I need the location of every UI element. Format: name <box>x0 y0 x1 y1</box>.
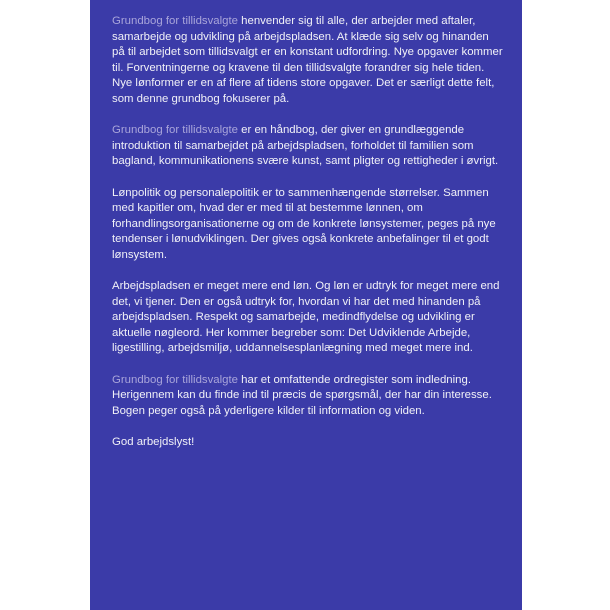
book-back-cover <box>90 0 522 610</box>
closing-line: God arbejdslyst! <box>112 436 195 448</box>
paragraph-wage-policy <box>112 186 504 264</box>
book-title-highlight: Grundbog for tillidsvalgte <box>112 373 238 386</box>
paragraph-text: Lønpolitik og personalepolitik er to sammenhængende størrelser. Sammen med kapitler om, hvad der er med til at bestemme lønnen, om forhandlingsorganisationerne og om de konkrete lønsystemer, peges på nye tendenser i lønudviklingen. Der gives også konkrete anbefalinger til et godt lønsystem. <box>112 186 496 261</box>
book-title-highlight: Grundbog for tillidsvalgte <box>112 124 238 136</box>
paragraph-text: Arbejdspladsen er meget mere end løn. Og løn er udtryk for meget mere end det, vi tjener. Den er også udtryk for, hvordan vi har det med hinanden på arbejdspladsen. Respekt og samarbejde, medindflydelse og udvikling er aktuelle nøgleord. Her kommer begreber som: Det Udviklende Arbejde, ligestilling, arbejdsmiljø, uddannelsesplanlægning med meget mere ind. <box>112 280 500 354</box>
paragraph-handbook <box>112 123 504 170</box>
paragraph-text: er en håndbog, der giver en grundlæggende introduktion til samarbejdet på arbejdspladsen, forholdet til familien som bagland, kommunikationens svære kunst, samt pligter og rettigheder i øvrigt. <box>112 124 499 167</box>
book-title-highlight: Grundbog for tillidsvalgte <box>112 15 238 27</box>
paragraph-intro <box>112 14 504 107</box>
paragraph-text: henvender sig til alle, der arbejder med aftaler, samarbejde og udvikling på arbejdspladsen. At klæde sig selv og hinanden på til arbejdet som tillidsvalgt er en konstant udfordring. Nye opgaver kommer til. Forventningerne og kravene til den tillidsvalgte forandrer sig hele tiden. Nye lønformer er en af flere af tidens store opgaver. Det er særligt dette felt, som denne grundbog fokuserer på. <box>112 15 503 105</box>
paragraph-index <box>112 373 504 420</box>
paragraph-text: har et omfattende ordregister som indledning. Herigennem kan du finde ind til præcis de spørgsmål, der har din interesse. Bogen peger også på yderligere kilder til information og viden. <box>112 373 492 417</box>
paragraph-workplace <box>112 279 504 357</box>
